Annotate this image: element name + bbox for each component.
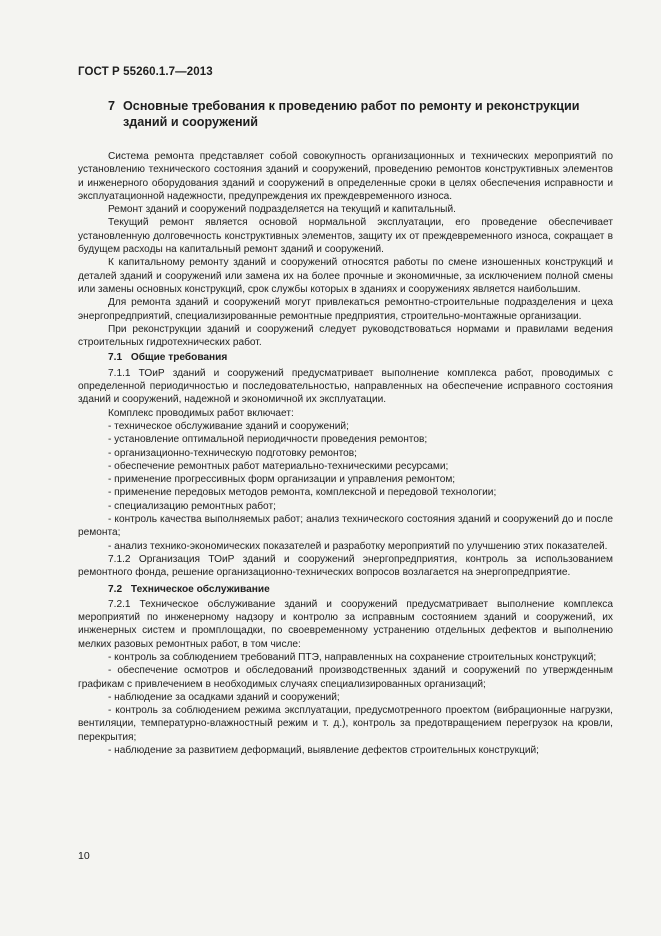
list-item: - обеспечение осмотров и обследований производственных зданий и сооружений по утвержденным графикам с привлечением в необходимых случаях специализированных организаций; [78, 665, 613, 690]
paragraph: Ремонт зданий и сооружений подразделяется на текущий и капитальный. [108, 204, 456, 216]
paragraph-7-1-2: 7.1.2 Организация ТОиР зданий и сооружений энергопредприятия, контроль за использованием ремонтного фонда, решение организационно-технических вопросов возлагается на энергопредприятие. [78, 553, 613, 579]
paragraph: Текущий ремонт является основой нормальной эксплуатации, его проведение обеспечивает установленную долговечность конструктивных элементов, защиту их от преждевременного износа, сокращает в будущем расходы на капитальный ремонт зданий и сооружений. [78, 217, 613, 256]
list-item: - применение прогрессивных форм организации и управления ремонтом; [108, 474, 456, 486]
list-item: - техническое обслуживание зданий и сооружений; [108, 420, 349, 432]
list-item: - установление оптимальной периодичности проведения ремонтов; [108, 434, 428, 446]
list-item: - применение передовых методов ремонта, комплексной и передовой технологии; [108, 487, 497, 499]
section-7-1-number: 7.1 [108, 352, 123, 364]
list-intro: Комплекс проводимых работ включает: [108, 407, 294, 419]
list-item: - наблюдение за развитием деформаций, выявление дефектов строительных конструкций; [108, 745, 539, 757]
paragraph: Система ремонта представляет собой совокупность организационных и технических мероприятий по установлению технического состояния зданий и сооружений, проведению ремонтов конструктивных элементов и инженерного оборудования зданий и сооружений в определенные сроки в целях обеспечения исправности и эксплуатационной надежности, предупреждения их преждевременного износа. [78, 151, 613, 202]
list-item: - специализацию ремонтных работ; [108, 500, 276, 512]
paragraph: Для ремонта зданий и сооружений могут привлекаться ремонтно-строительные подразделения и цеха энергопредприятий, специализированные ремонтные предприятия, строительно-монтажные организации. [78, 297, 613, 322]
page-number: 10 [78, 850, 90, 862]
document-body [78, 98, 613, 757]
section-7-1-title: Общие требования [130, 352, 228, 364]
section-7-title: Основные требования к проведению работ по ремонту и реконструкции зданий и сооружений [123, 99, 580, 129]
section-7-number: 7 [108, 99, 116, 113]
standard-header: ГОСТ Р 55260.1.7—2013 [78, 66, 213, 78]
paragraph: К капитальному ремонту зданий и сооружений относятся работы по смене изношенных конструкций и деталей зданий и сооружений или замена их на более прочные и экономичные, за исключением полной смены или замены основных конструкций, срок службы которых в зданиях и сооружениях является наибольшим. [78, 257, 613, 295]
list-item: - обеспечение ремонтных работ материально-техническими ресурсами; [108, 460, 449, 472]
section-7-2-number: 7.2 [108, 583, 123, 595]
list-item: - контроль за соблюдением режима эксплуатации, предусмотренного проектом (вибрационные нагрузки, вентиляции, температурно-влажностный режим и т. д.), контроль за предотвращением перегрузок на кровли, перекрытия; [78, 705, 613, 743]
list-item: - анализ технико-экономических показателей и разработку мероприятий по улучшению этих показателей. [108, 540, 608, 552]
list-item: - контроль за соблюдением требований ПТЭ, направленных на сохранение строительных конструкций; [108, 651, 597, 663]
section-7-heading [108, 98, 608, 130]
section-7-2-heading [108, 583, 613, 596]
paragraph-7-2-1: 7.2.1 Техническое обслуживание зданий и сооружений предусматривает выполнение комплекса мероприятий по инженерному надзору и контролю за исправным состоянием зданий и сооружений, их инженерных систем и промплощадки, по своевременному устранению отдельных дефектов и выполнению мелких разовых ремонтных работ, в том числе: [78, 598, 613, 650]
list-item: - организационно-техническую подготовку ремонтов; [108, 447, 357, 459]
list-item: - наблюдение за осадками зданий и сооружений; [108, 691, 340, 703]
list-item: - контроль качества выполняемых работ; анализ технического состояния зданий и сооружений до и после ремонта; [78, 514, 613, 539]
section-7-1-heading [108, 351, 613, 364]
section-7-2-title: Техническое обслуживание [130, 583, 270, 595]
paragraph-7-1-1: 7.1.1 ТОиР зданий и сооружений предусматривает выполнение комплекса работ, проводимых с определенной периодичностью и последовательностью, направленных на обеспечение исправного состояния зданий и сооружений, надежной и экономичной их эксплуатации. [78, 367, 613, 406]
paragraph: При реконструкции зданий и сооружений следует руководствоваться нормами и правилами ведения строительных гидротехнических работ. [78, 323, 613, 349]
